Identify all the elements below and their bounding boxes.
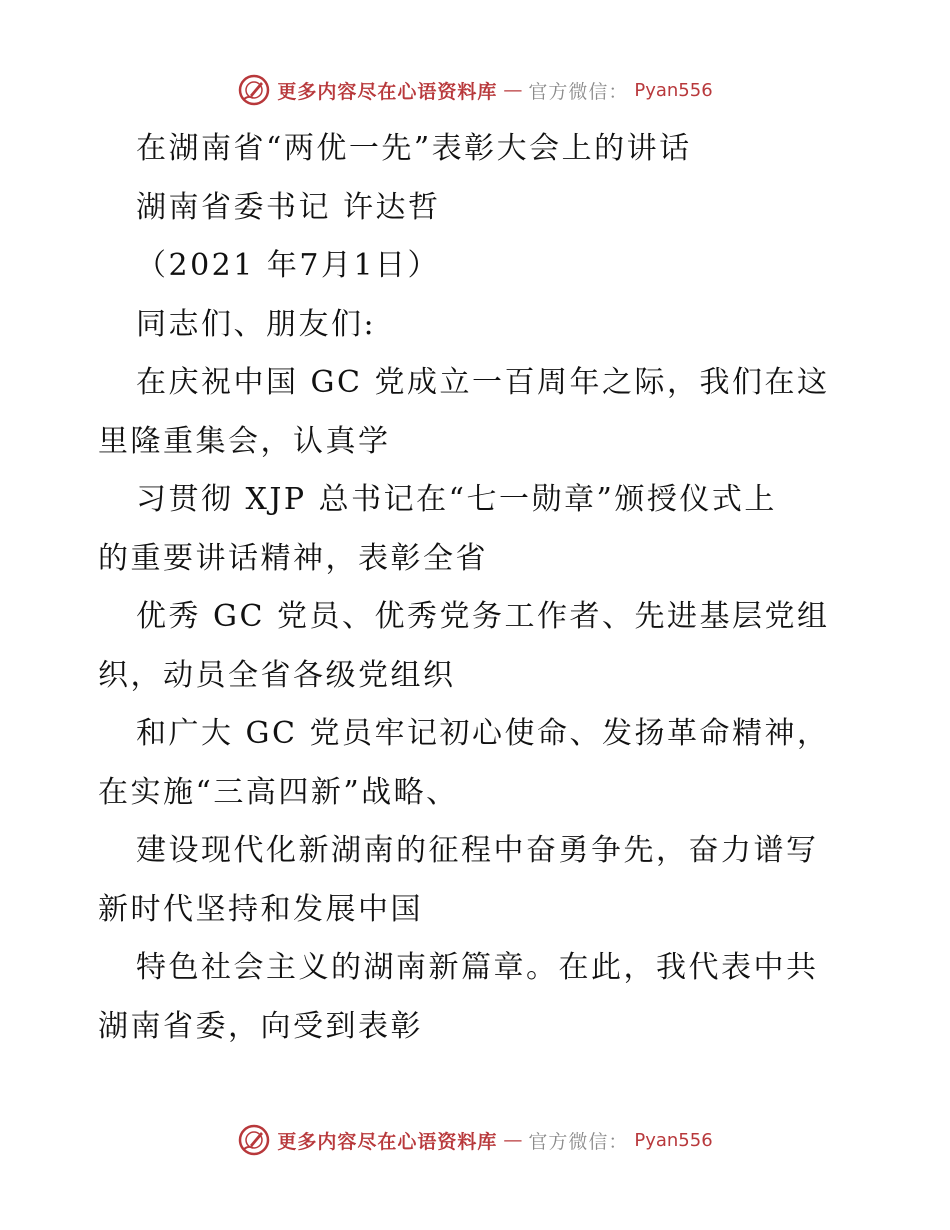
doc-text-line: 湖南省委，向受到表彰: [98, 1008, 423, 1044]
doc-text-line: 织，动员全省各级党组织: [98, 657, 456, 693]
watermark-dash: —: [503, 1129, 523, 1151]
doc-text-line: 习贯彻 XJP 总书记在“七一勋章”颁授仪式上: [136, 482, 777, 517]
watermark-dash: —: [503, 79, 523, 101]
doc-text-line: 新时代坚持和发展中国: [98, 891, 423, 927]
watermark-wechat-id: Pyan556: [634, 1129, 713, 1151]
watermark-header: [0, 70, 950, 110]
doc-text-line: 里隆重集会，认真学: [98, 423, 391, 459]
doc-title: 在湖南省“两优一先”表彰大会上的讲话: [136, 131, 692, 166]
watermark-footer: [0, 1120, 950, 1160]
doc-text-line: 特色社会主义的湖南新篇章。在此，我代表中共: [136, 950, 819, 985]
watermark-wechat-id: Pyan556: [634, 79, 713, 101]
watermark-official-label: 官方微信：: [528, 1130, 629, 1153]
pen-logo-icon: [237, 1123, 271, 1157]
doc-text-line: 的重要讲话精神，表彰全省: [98, 540, 488, 576]
doc-author: 湖南省委书记 许达哲: [136, 189, 441, 225]
doc-text-line: 在实施“三高四新”战略、: [98, 774, 459, 810]
document-body: [98, 120, 858, 1056]
watermark-official-label: 官方微信：: [528, 80, 629, 103]
doc-text-line: 在庆祝中国 GC 党成立一百周年之际，我们在这: [136, 365, 830, 400]
watermark-main-text: 更多内容尽在心语资料库: [277, 1130, 498, 1153]
doc-text-line: 和广大 GC 党员牢记初心使命、发扬革命精神，: [136, 716, 830, 751]
doc-date: （2021 年7月1日）: [136, 248, 441, 283]
watermark-main-text: 更多内容尽在心语资料库: [277, 80, 498, 103]
doc-text-line: 建设现代化新湖南的征程中奋勇争先，奋力谱写: [136, 833, 819, 868]
doc-text-line: 优秀 GC 党员、优秀党务工作者、先进基层党组: [136, 599, 830, 634]
pen-logo-icon: [237, 73, 271, 107]
doc-salutation: 同志们、朋友们:: [136, 306, 377, 342]
